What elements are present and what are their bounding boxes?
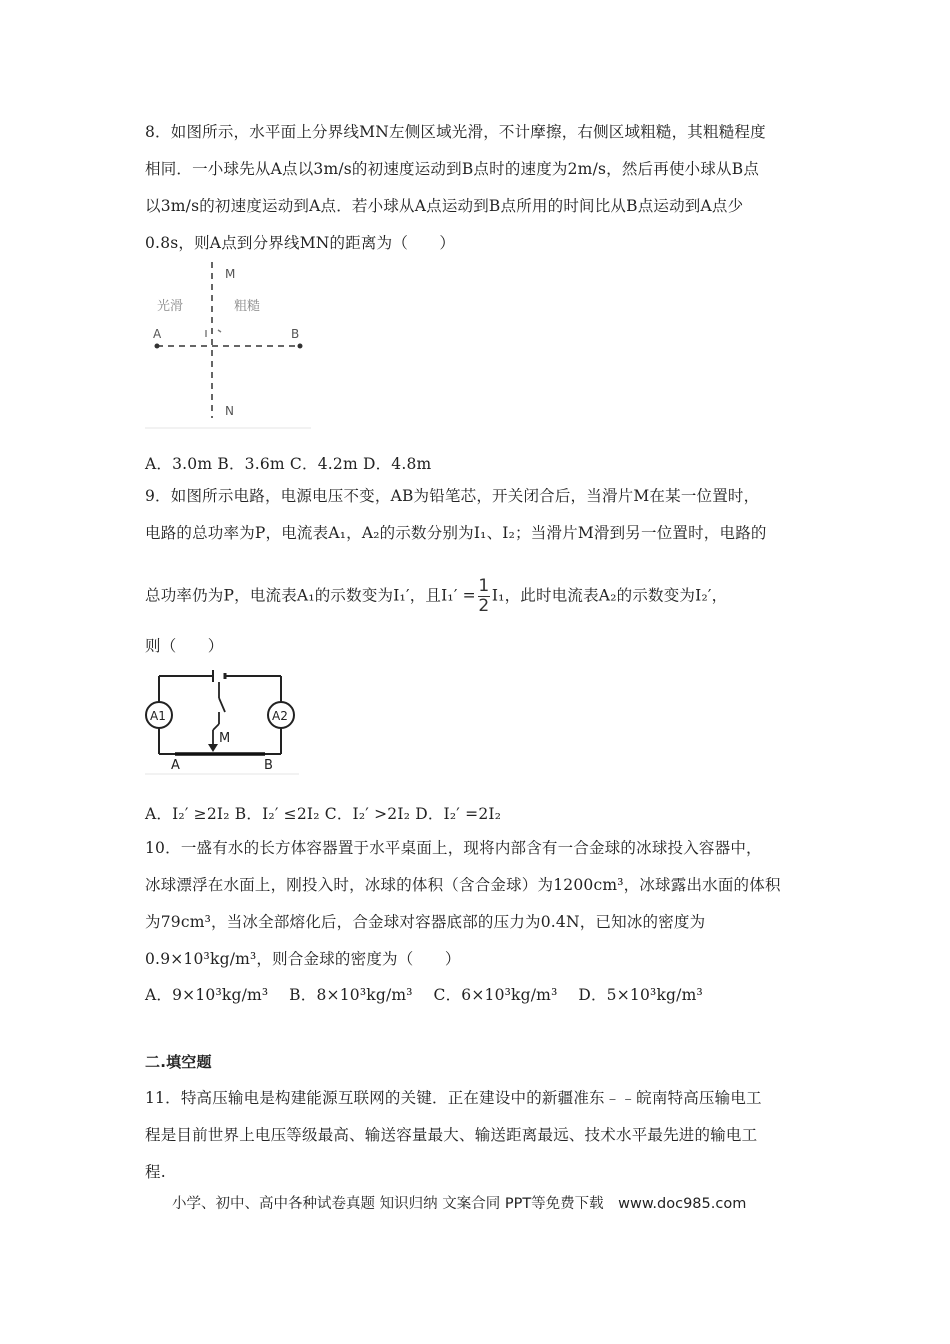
q10-line-2: 冰球漂浮在水面上，刚投入时，冰球的体积（含合金球）为1200cm³，冰球露出水面的体积 bbox=[145, 876, 781, 894]
fraction-one-half bbox=[478, 578, 490, 615]
q8-line-2: 相同．一小球先从A点以3m/s的初速度运动到B点时的速度为2m/s，然后再使小球从B点 bbox=[145, 160, 760, 178]
q9-label-m: M bbox=[219, 731, 231, 746]
q8-label-smooth: 光滑 bbox=[157, 299, 184, 314]
q8-label-m: M bbox=[225, 267, 236, 281]
q8-options: A．3.0m B．3.6m C．4.2m D．4.8m bbox=[145, 455, 432, 473]
q9-circuit-figure bbox=[145, 668, 301, 776]
fraction-numerator: 1 bbox=[478, 576, 490, 596]
q9-line-3-pre: 总功率仍为P，电流表A₁的示数变为I₁′，且I₁′ = bbox=[145, 586, 476, 605]
q8-label-a: A bbox=[153, 327, 162, 341]
q8-line-4: 0.8s，则A点到分界线MN的距离为（ ） bbox=[145, 234, 456, 252]
q10-line-3: 为79cm³，当冰全部熔化后，合金球对容器底部的压力为0.4N，已知冰的密度为 bbox=[145, 913, 706, 931]
q9-label-a: A bbox=[171, 758, 180, 773]
q11-line-2: 程是目前世界上电压等级最高、输送容量最大、输送距离最远、技术水平最先进的输电工 bbox=[145, 1126, 758, 1144]
q8-line-1: 8．如图所示，水平面上分界线MN左侧区域光滑，不计摩擦，右侧区域粗糙，其粗糙程度 bbox=[145, 123, 766, 141]
q9-line-1: 9．如图所示电路，电源电压不变，AB为铅笔芯，开关闭合后，当滑片M在某一位置时， bbox=[145, 487, 760, 505]
section-title: 二.填空题 bbox=[145, 1053, 212, 1071]
q9-label-b: B bbox=[264, 758, 273, 773]
q8-line-3: 以3m/s的初速度运动到A点．若小球从A点运动到B点所用的时间比从B点运动到A点少 bbox=[145, 197, 744, 215]
q8-label-n: N bbox=[225, 404, 234, 418]
fraction-denominator: 2 bbox=[478, 596, 490, 616]
q10-options: A．9×10³kg/m³ B．8×10³kg/m³ C．6×10³kg/m³ D．5×10³kg/m³ bbox=[145, 986, 703, 1004]
q8-label-rough: 粗糙 bbox=[234, 299, 261, 314]
ammeter-a1-label: A1 bbox=[150, 709, 166, 723]
q9-line-3 bbox=[145, 578, 727, 615]
q9-line-2: 电路的总功率为P，电流表A₁，A₂的示数分别为I₁、I₂；当滑片M滑到另一位置时，电路的 bbox=[145, 524, 767, 542]
q10-line-4: 0.9×10³kg/m³，则合金球的密度为（ ） bbox=[145, 950, 461, 968]
q11-line-3: 程. bbox=[145, 1163, 166, 1181]
q10-line-1: 10．一盛有水的长方体容器置于水平桌面上，现将内部含有一合金球的冰球投入容器中， bbox=[145, 839, 762, 857]
q9-options: A．I₂′ ≥2I₂ B．I₂′ ≤2I₂ C．I₂′ >2I₂ D．I₂′ =2I₂ bbox=[145, 805, 502, 823]
footer-ad-text: 小学、初中、高中各种试卷真题 知识归纳 文案合同 PPT等免费下载 www.doc985.com bbox=[172, 1196, 747, 1212]
q11-line-1: 11．特高压输电是构建能源互联网的关键．正在建设中的新疆准东﹣﹣皖南特高压输电工 bbox=[145, 1089, 762, 1107]
q8-label-b: B bbox=[291, 327, 300, 341]
q8-figure bbox=[145, 258, 315, 430]
q9-line-4: 则（ ） bbox=[145, 637, 224, 655]
ammeter-a2-label: A2 bbox=[272, 709, 288, 723]
q9-line-3-post: I₁，此时电流表A₂的示数变为I₂′， bbox=[491, 586, 728, 605]
